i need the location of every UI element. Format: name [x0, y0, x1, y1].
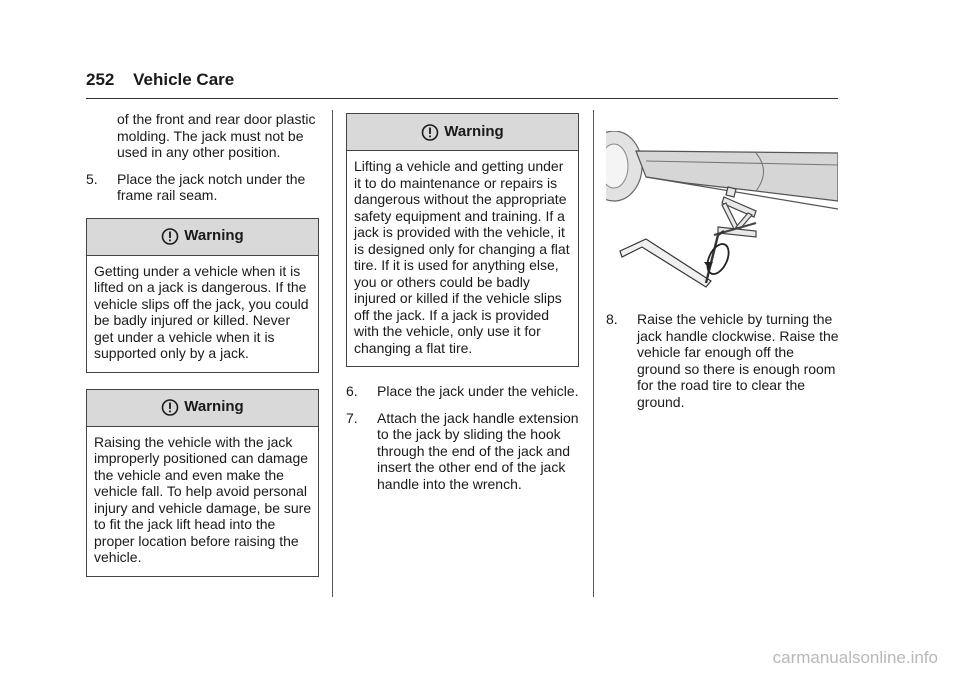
warning-header — [347, 114, 578, 151]
warning-title: Warning — [184, 398, 244, 416]
warning-body: Lifting a vehicle and getting under it to do maintenance or repairs is dangerous without the appropriate safety equipment and training. If a jack is provided with the vehicle, it is designed only for changing a flat tire. If it is used for anything else, you or others could be badly injured or killed if the vehicle slips off the jack. If a jack is provided with the vehicle, only use it for changing a flat tire. — [354, 158, 570, 356]
watermark: carmanualsonline.info — [772, 648, 938, 667]
column-divider-1 — [332, 110, 333, 597]
page-number: 252 — [86, 70, 115, 89]
step-8 — [606, 311, 840, 410]
step-5 — [86, 171, 319, 204]
step-number: 6. — [346, 383, 358, 399]
step-number: 7. — [346, 409, 358, 426]
page-header — [86, 70, 234, 90]
column-1 — [86, 111, 319, 593]
warning-icon — [161, 399, 179, 416]
step-text: Place the jack notch under the frame rail seam. — [117, 170, 306, 203]
step-number: 8. — [606, 311, 618, 327]
step-text: Raise the vehicle by turning the jack handle clockwise. Raise the vehicle far enough off the ground so there is enough room for the road tire to clear the ground. — [637, 311, 839, 410]
warning-box-2 — [86, 389, 319, 577]
warning-box-3 — [346, 113, 579, 367]
continued-paragraph: of the front and rear door plastic molding. The jack must not be used in any other position. — [117, 111, 316, 160]
step-number: 5. — [86, 170, 98, 187]
step-text: Place the jack under the vehicle. — [377, 383, 579, 399]
warning-header — [87, 219, 318, 256]
warning-icon — [421, 124, 439, 141]
warning-header — [87, 390, 318, 427]
step-6 — [346, 383, 579, 400]
warning-title: Warning — [444, 122, 504, 140]
column-3 — [606, 111, 840, 420]
jack-illustration-svg — [606, 131, 838, 291]
column-2 — [346, 99, 579, 502]
warning-box-1 — [86, 218, 319, 373]
warning-body: Raising the vehicle with the jack improperly positioned can damage the vehicle and even make the vehicle fall. To help avoid personal injury and vehicle damage, be sure to fit the jack lift head into the proper location before raising the vehicle. — [94, 433, 312, 565]
warning-title: Warning — [184, 227, 244, 245]
step-text: Attach the jack handle extension to the jack by sliding the hook through the end of the jack and insert the other end of the jack handle into the wrench. — [377, 409, 579, 492]
column-divider-2 — [593, 110, 594, 597]
warning-body: Getting under a vehicle when it is lifted on a jack is dangerous. If the vehicle slips off the jack, you could be badly injured or killed. Never get under a vehicle when it is supported only by a jack. — [94, 262, 309, 361]
step-7 — [346, 410, 579, 493]
jack-handle-illustration — [606, 131, 838, 291]
warning-icon — [161, 228, 179, 245]
section-title: Vehicle Care — [133, 70, 235, 89]
